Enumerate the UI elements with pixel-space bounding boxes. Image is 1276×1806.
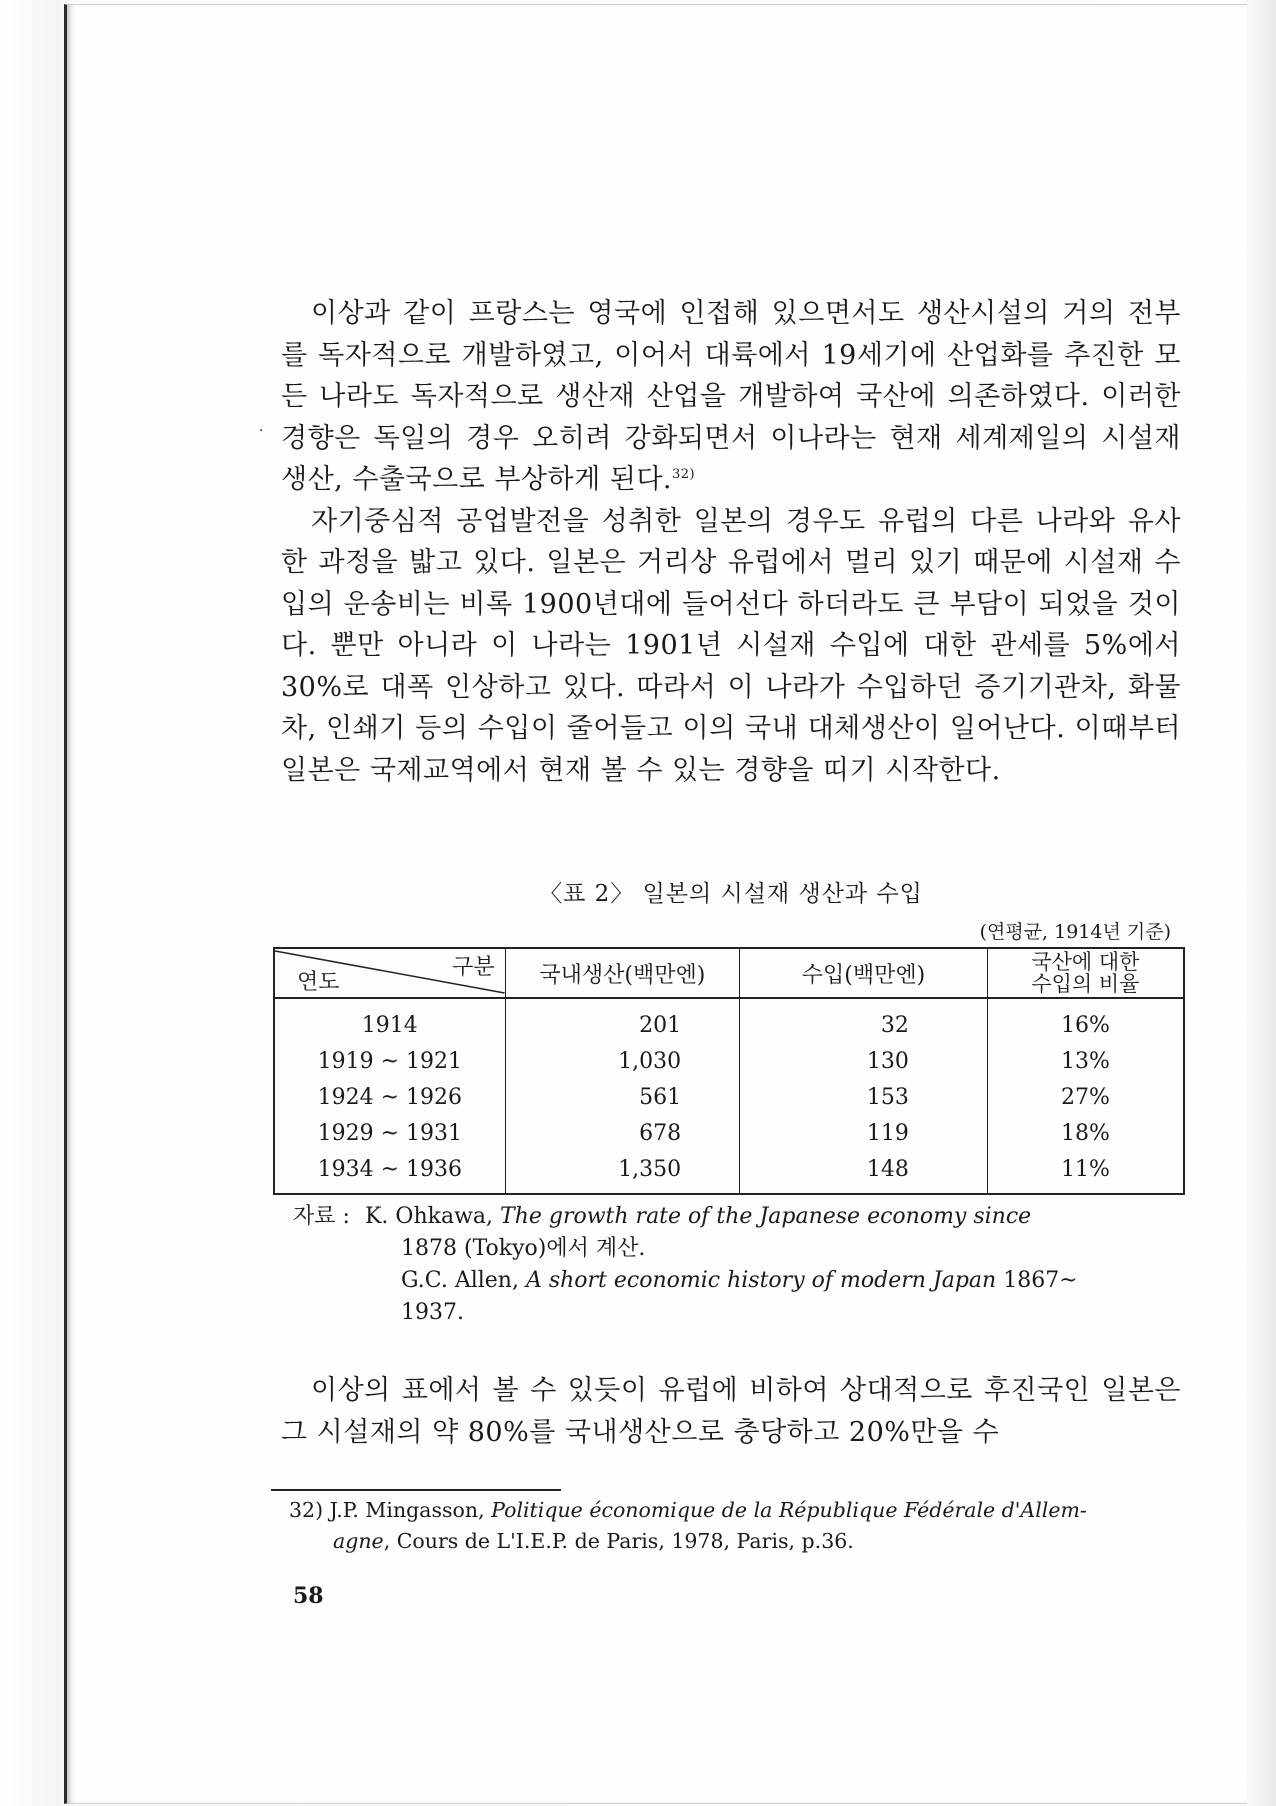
body-text-bottom xyxy=(281,1370,1181,1453)
cell-imports: 32 xyxy=(740,998,988,1043)
cell-year: 1919 ~ 1921 xyxy=(274,1043,505,1079)
table-row xyxy=(274,1115,1184,1151)
cell-imports: 130 xyxy=(740,1043,988,1079)
source-label: 자료 : xyxy=(293,1204,350,1229)
table-unit-note: (연평균, 1914년 기준) xyxy=(979,921,1171,943)
header-ratio xyxy=(987,948,1184,998)
cell-ratio: 11% xyxy=(1060,1156,1110,1182)
cell-year: 1914 xyxy=(274,998,505,1043)
header-corner xyxy=(274,948,505,998)
source-line-1 xyxy=(365,1201,1185,1233)
cell-domestic: 1,030 xyxy=(505,1043,740,1079)
footnote-line-2 xyxy=(289,1526,1185,1557)
header-imports: 수입(백만엔) xyxy=(740,948,988,998)
source-line-3 xyxy=(365,1265,1185,1297)
table-header-row xyxy=(274,948,1184,998)
footnote-divider xyxy=(271,1489,561,1491)
data-table xyxy=(273,947,1185,1195)
table-row xyxy=(274,1043,1184,1079)
footnote-author: J.P. Mingasson, xyxy=(323,1498,492,1522)
source-title-2: A short economic history of modern Japan xyxy=(525,1268,997,1293)
footnote-reference: 32) xyxy=(671,467,696,482)
cell-year: 1924 ~ 1926 xyxy=(274,1079,505,1115)
header-ratio-line1: 국산에 대한 xyxy=(1031,950,1140,974)
paragraph-2: 자기중심적 공업발전을 성취한 일본의 경우도 유럽의 다른 나라와 유사한 과정을 밟고 있다. 일본은 거리상 유럽에서 멀리 있기 때문에 시설재 수입의 운송비는 비록 1900년대에 들어선다 하더라도 큰 부담이 되었을 것이다. 뿐만 아니라 이 나라는 1901년 시설재 수입에 대한 관세를 5%에서 30%로 대폭 인상하고 있다. 따라서 이 나라가 수입하던 증기기관차, 화물차, 인쇄기 등의 수입이 줄어들고 이의 국내 대체생산이 일어난다. 이때부터 일본은 국제교역에서 현재 볼 수 있는 경향을 띠기 시작한다. xyxy=(281,505,1181,786)
page-content xyxy=(67,5,1247,1803)
cell-imports: 153 xyxy=(740,1079,988,1115)
footnote-line-1 xyxy=(289,1495,1185,1526)
footnote-32 xyxy=(289,1495,1185,1557)
footnote-publication: , Cours de L'I.E.P. de Paris, 1978, Paris, p.36. xyxy=(383,1529,854,1553)
source-author-2: G.C. Allen, xyxy=(401,1268,526,1293)
header-year: 연도 xyxy=(297,970,340,995)
page-number: 58 xyxy=(293,1583,324,1609)
book-page xyxy=(64,4,1247,1804)
header-ratio-line2: 수입의 비율 xyxy=(1031,972,1140,996)
header-category: 구분 xyxy=(452,955,495,980)
table-caption: 〈표 2〉 일본의 시설재 생산과 수입 xyxy=(539,881,923,907)
cell-ratio: 13% xyxy=(1060,1048,1110,1074)
header-domestic: 국내생산(백만엔) xyxy=(505,948,740,998)
table-row xyxy=(274,1079,1184,1115)
cell-year: 1929 ~ 1931 xyxy=(274,1115,505,1151)
cell-domestic: 1,350 xyxy=(505,1151,740,1194)
cell-domestic: 561 xyxy=(505,1079,740,1115)
source-lines xyxy=(365,1201,1185,1329)
cell-imports: 119 xyxy=(740,1115,988,1151)
cell-year: 1934 ~ 1936 xyxy=(274,1151,505,1194)
footnote-title-1: Politique économique de la République Fédérale d'Allem- xyxy=(491,1498,1087,1522)
paragraph-3: 이상의 표에서 볼 수 있듯이 유럽에 비하여 상대적으로 후진국인 일본은 그 시설재의 약 80%를 국내생산으로 충당하고 20%만을 수 xyxy=(281,1375,1181,1448)
source-line-4: 1937. xyxy=(401,1300,464,1325)
cell-domestic: 201 xyxy=(505,998,740,1043)
cell-ratio: 27% xyxy=(1060,1084,1110,1110)
cell-imports: 148 xyxy=(740,1151,988,1194)
footnote-title-2: agne xyxy=(333,1529,384,1553)
paragraph-1-text: 이상과 같이 프랑스는 영국에 인접해 있으면서도 생산시설의 거의 전부를 독자적으로 개발하였고, 이어서 대륙에서 19세기에 산업화를 추진한 모든 나라도 독자적으로 생산재 산업을 개발하여 국산에 의존하였다. 이러한 경향은 독일의 경우 오히려 강화되면서 이나라는 현재 세계제일의 시설재 생산, 수출국으로 부상하게 된다. xyxy=(281,298,1181,495)
source-years: 1867~ xyxy=(996,1268,1078,1293)
stray-mark: · xyxy=(259,423,264,439)
source-title-1: The growth rate of the Japanese economy since xyxy=(500,1204,1032,1229)
source-line-2: 1878 (Tokyo)에서 계산. xyxy=(401,1236,646,1261)
table-row xyxy=(274,1151,1184,1194)
table-row xyxy=(274,998,1184,1043)
paragraph-1 xyxy=(281,293,1181,501)
table-source xyxy=(293,1201,1185,1329)
footnote-number: 32) xyxy=(289,1498,324,1522)
source-author-1: K. Ohkawa, xyxy=(365,1204,501,1229)
cell-ratio: 16% xyxy=(1060,1012,1110,1038)
body-text-top xyxy=(281,293,1181,791)
cell-ratio: 18% xyxy=(1060,1120,1110,1146)
cell-domestic: 678 xyxy=(505,1115,740,1151)
